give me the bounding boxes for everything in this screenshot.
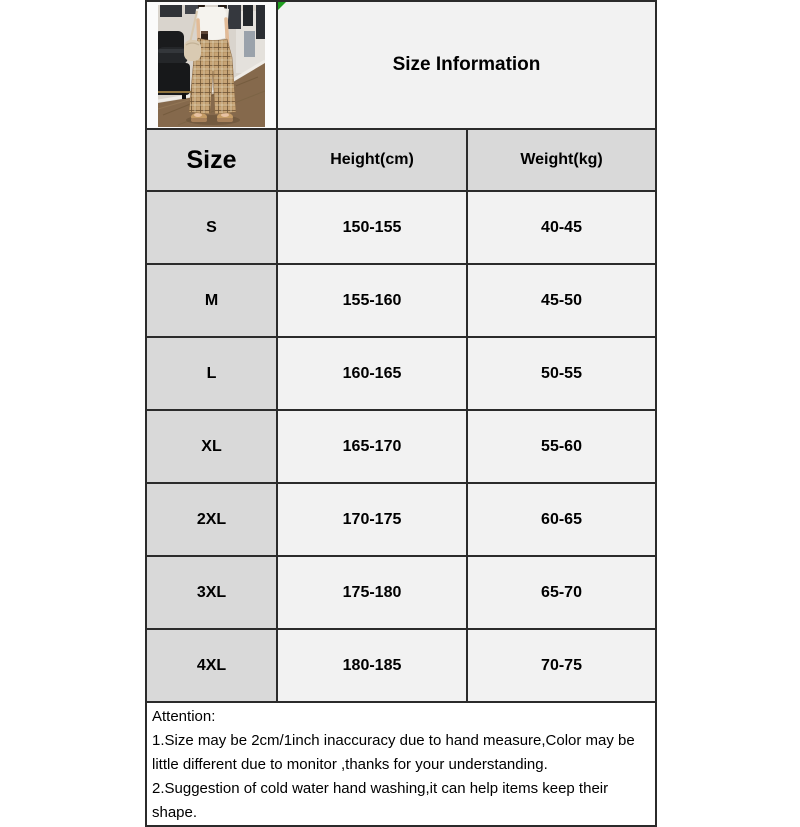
table-row-xl [146,410,656,483]
page-title: Size Information [392,54,541,75]
column-header-weight: Weight(kg) [467,129,656,191]
size-cell: 2XL [146,483,277,556]
table-row-m [146,264,656,337]
weight-cell: 40-45 [467,191,656,264]
size-cell: S [146,191,277,264]
attention-line-2: 2.Suggestion of cold water hand washing,it can help items keep their shape. [152,780,609,821]
height-cell: 170-175 [277,483,467,556]
weight-cell: 70-75 [467,629,656,702]
table-row-s [146,191,656,264]
weight-cell: 60-65 [467,483,656,556]
weight-cell: 45-50 [467,264,656,337]
attention-note [146,702,656,826]
column-header-row [146,129,656,191]
height-cell: 175-180 [277,556,467,629]
table-row-4xl [146,629,656,702]
weight-cell: 55-60 [467,410,656,483]
weight-cell: 50-55 [467,337,656,410]
height-cell: 160-165 [277,337,467,410]
column-header-size: Size [146,129,277,191]
table-row-3xl [146,556,656,629]
top-row [146,1,656,129]
height-cell: 165-170 [277,410,467,483]
attention-line-1: 1.Size may be 2cm/1inch inaccuracy due to hand measure,Color may be little different due to monitor ,thanks for your understanding. [152,732,635,773]
table-row-2xl [146,483,656,556]
table-row-l [146,337,656,410]
attention-row [146,702,656,826]
attention-title: Attention: [152,708,216,725]
size-chart-table [145,0,657,827]
height-cell: 150-155 [277,191,467,264]
green-corner-marker-icon [278,2,286,10]
column-header-height: Height(cm) [277,129,467,191]
size-cell: M [146,264,277,337]
height-cell: 180-185 [277,629,467,702]
weight-cell: 65-70 [467,556,656,629]
height-cell: 155-160 [277,264,467,337]
title-cell [277,1,656,129]
product-photo-cell [146,1,277,129]
product-photo [158,5,265,127]
size-cell: 4XL [146,629,277,702]
size-cell: XL [146,410,277,483]
size-cell: 3XL [146,556,277,629]
size-cell: L [146,337,277,410]
